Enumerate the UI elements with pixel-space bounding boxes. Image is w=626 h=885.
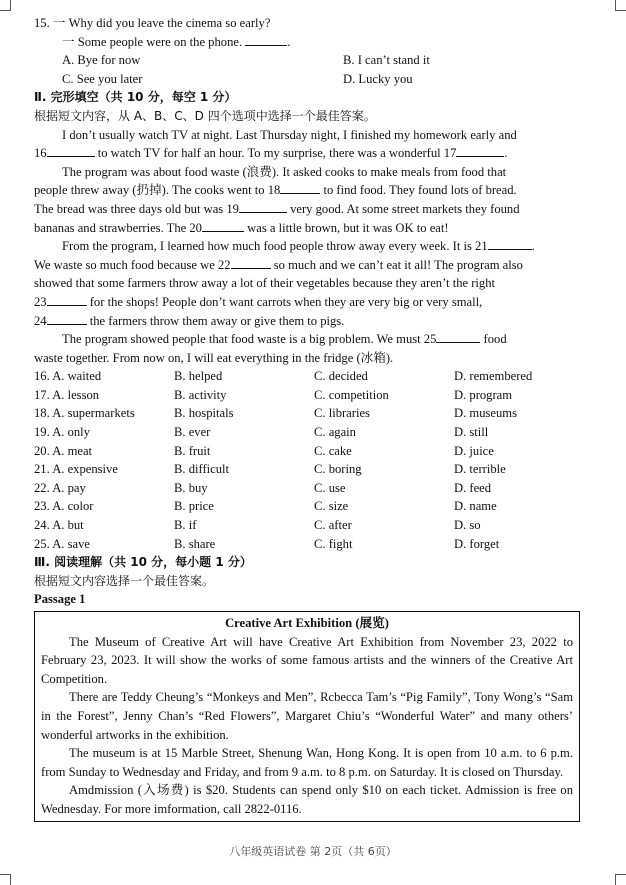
cloze-option-19-b: B. ever — [174, 425, 211, 440]
cloze-p2-text-e: bananas and strawberries. The 20 — [34, 220, 202, 235]
cloze-p3-line3: showed that some farmers throw away a lot of their vegetables because they aren’t the right — [34, 276, 496, 291]
cloze-option-24-d: D. so — [454, 518, 481, 533]
cloze-option-23-b: B. price — [174, 499, 214, 514]
cloze-option-23-c: C. size — [314, 499, 349, 514]
cloze-p2-line2 — [34, 181, 582, 200]
cloze-options-table — [34, 367, 582, 553]
passage1-title: Creative Art Exhibition (展览) — [225, 616, 389, 630]
blank-24-num: 24 — [34, 313, 47, 328]
cloze-p3-text-d: for the shops! People don’t want carrots when they are very big or very small, — [86, 294, 483, 309]
crop-mark-bottom-left — [0, 874, 11, 885]
blank-23-num: 23 — [34, 294, 47, 309]
cloze-option-25-c: C. fight — [314, 536, 353, 551]
cloze-option-17-b: B. activity — [174, 387, 227, 402]
cloze-p3-line5 — [34, 312, 582, 331]
cloze-p2-line3 — [34, 200, 582, 219]
cloze-p4-line2: waste together. From now on, I will eat everything in the fridge (冰箱). — [34, 350, 394, 365]
cloze-option-22-d: D. feed — [454, 480, 492, 495]
blank-17 — [456, 144, 504, 157]
crop-mark-bottom-right — [615, 874, 626, 885]
cloze-p3-text-a: From the program, I learned how much food people throw away every week. It is 21 — [62, 239, 488, 254]
cloze-option-25-b: B. share — [174, 536, 216, 551]
q15-options — [34, 51, 582, 88]
cloze-p2-text-c: The bread was three days old but was 19 — [34, 201, 239, 216]
cloze-option-18-a: 18. A. supermarkets — [34, 406, 135, 421]
q15-answer-line — [34, 33, 582, 52]
blank-20 — [202, 219, 244, 232]
blank-16 — [47, 144, 95, 157]
cloze-option-25-a: 25. A. save — [34, 536, 90, 551]
cloze-option-20-c: C. cake — [314, 443, 352, 458]
blank-24 — [47, 312, 87, 325]
cloze-p3-line4 — [34, 293, 582, 312]
crop-mark-top-right — [615, 0, 626, 11]
q15-question: 15. 一 Why did you leave the cinema so early? — [34, 16, 271, 30]
cloze-option-22-b: B. buy — [174, 480, 208, 495]
blank-23 — [47, 293, 87, 306]
cloze-option-23-a: 23. A. color — [34, 499, 94, 514]
cloze-option-24-b: B. if — [174, 518, 197, 533]
cloze-option-24-a: 24. A. but — [34, 518, 84, 533]
cloze-p1-line1: I don’t usually watch TV at night. Last Thursday night, I finished my homework early and — [62, 127, 517, 142]
cloze-option-18-b: B. hospitals — [174, 406, 234, 421]
cloze-option-24-c: C. after — [314, 518, 352, 533]
blank-25 — [436, 330, 480, 343]
q15-option-d: D. Lucky you — [343, 71, 413, 86]
crop-mark-top-left — [0, 0, 11, 11]
blank-16-num: 16 — [34, 146, 47, 161]
cloze-option-19-d: D. still — [454, 425, 489, 440]
section3-heading: Ⅲ. 阅读理解（共 10 分，每小题 1 分） — [34, 555, 252, 570]
cloze-option-16-d: D. remembered — [454, 369, 533, 384]
cloze-option-17-c: C. competition — [314, 387, 389, 402]
cloze-option-20-d: D. juice — [454, 443, 494, 458]
cloze-p2-line4 — [34, 219, 582, 238]
cloze-p4-text-a: The program showed people that food waste is a big problem. We must 25 — [62, 332, 437, 347]
cloze-p3-text-e: the farmers throw them away or give them to pigs. — [86, 313, 345, 328]
cloze-option-20-b: B. fruit — [174, 443, 211, 458]
q15-option-a: A. Bye for now — [62, 53, 141, 68]
section2-instruction: 根据短文内容，从 A、B、C、D 四个选项中选择一个最佳答案。 — [34, 108, 376, 123]
cloze-option-21-d: D. terrible — [454, 462, 506, 477]
cloze-option-16-b: B. helped — [174, 369, 223, 384]
cloze-p1-text: to watch TV for half an hour. To my surprise, there was a wonderful 17 — [94, 146, 457, 161]
q15-option-b: B. I can’t stand it — [343, 53, 430, 68]
cloze-p3-end-a: . — [531, 239, 535, 254]
cloze-passage — [34, 126, 582, 368]
cloze-option-22-c: C. use — [314, 480, 346, 495]
cloze-p2-line1: The program was about food waste (浪费). It asked cooks to make meals from food that — [62, 164, 507, 179]
cloze-option-19-c: C. again — [314, 425, 356, 440]
cloze-p3-text-c: so much and we can’t eat it all! The program also — [270, 257, 523, 272]
passage1-paragraph-4: Amdmission (入场费) is $20. Students can spend only $10 on each ticket. Admission is free on Wednesday. For more imformation, call 2822-0116. — [41, 783, 573, 816]
cloze-option-19-a: 19. A. only — [34, 425, 90, 440]
cloze-option-16-a: 16. A. waited — [34, 369, 102, 384]
blank-22 — [231, 256, 271, 269]
cloze-p4-line1 — [34, 330, 582, 349]
section3-instruction: 根据短文内容选择一个最佳答案。 — [34, 573, 215, 588]
cloze-option-17-a: 17. A. lesson — [34, 387, 100, 402]
cloze-option-16-c: C. decided — [314, 369, 368, 384]
q15-option-c: C. See you later — [62, 71, 143, 86]
cloze-option-25-d: D. forget — [454, 536, 500, 551]
cloze-p1-line2 — [34, 144, 582, 163]
section2-heading: Ⅱ. 完形填空（共 10 分，每空 1 分） — [34, 90, 237, 105]
blank-19 — [239, 200, 287, 213]
cloze-option-20-a: 20. A. meat — [34, 443, 93, 458]
page-content — [34, 14, 582, 822]
blank-21 — [488, 237, 532, 250]
cloze-p3-line2 — [34, 256, 582, 275]
passage1-label: Passage 1 — [34, 592, 86, 607]
cloze-option-23-d: D. name — [454, 499, 497, 514]
page-footer: 八年级英语试卷 第 2页（共 6页） — [229, 845, 397, 858]
passage1-paragraph-1: The Museum of Creative Art will have Creative Art Exhibition from November 23, 2022 to February 23, 2023. It will show the works of some famous artists and the winners of the Creative Art Competition. — [41, 634, 573, 686]
passage1-paragraph-3: The museum is at 15 Marble Street, Shenung Wan, Hong Kong. It is open from 10 a.m. to 6 p.m. from Sunday to Wednesday and Friday, and from 9 a.m. to 8 p.m. on Saturday. It is closed on Thursday. — [41, 746, 573, 779]
q15-blank — [245, 33, 287, 46]
cloze-option-21-a: 21. A. expensive — [34, 462, 118, 477]
cloze-p3-line1 — [34, 237, 582, 256]
passage1-box — [34, 611, 580, 822]
q15-answer-text: 一 Some people were on the phone. — [62, 34, 246, 49]
cloze-option-21-b: B. difficult — [174, 462, 230, 477]
cloze-option-21-c: C. boring — [314, 462, 362, 477]
cloze-option-18-c: C. libraries — [314, 406, 370, 421]
cloze-option-22-a: 22. A. pay — [34, 480, 86, 495]
cloze-p2-text-a: people threw away (扔掉). The cooks went to 18 — [34, 183, 281, 198]
q15-period: . — [287, 34, 291, 49]
cloze-p3-text-b: We waste so much food because we 22 — [34, 257, 231, 272]
blank-18 — [280, 181, 320, 194]
passage1-paragraph-2: There are Teddy Cheung’s “Monkeys and Men”, Rcbecca Tam’s “Pig Family”, Tony Wong’s “Sam in the Forest”, Jenny Chan’s “Red Flowers”, Margaret Chiu’s “Wonderful Water” and many others’ wonderful artworks in the exhibition. — [41, 690, 573, 742]
cloze-p1-end: . — [504, 146, 508, 161]
cloze-option-18-d: D. museums — [454, 406, 517, 421]
cloze-p2-text-d: very good. At some street markets they found — [286, 201, 520, 216]
cloze-p2-text-b: to find food. They found lots of bread. — [320, 183, 517, 198]
cloze-p4-text-b: food — [480, 332, 507, 347]
cloze-p2-text-f: was a little brown, but it was OK to eat! — [243, 220, 449, 235]
cloze-option-17-d: D. program — [454, 387, 513, 402]
